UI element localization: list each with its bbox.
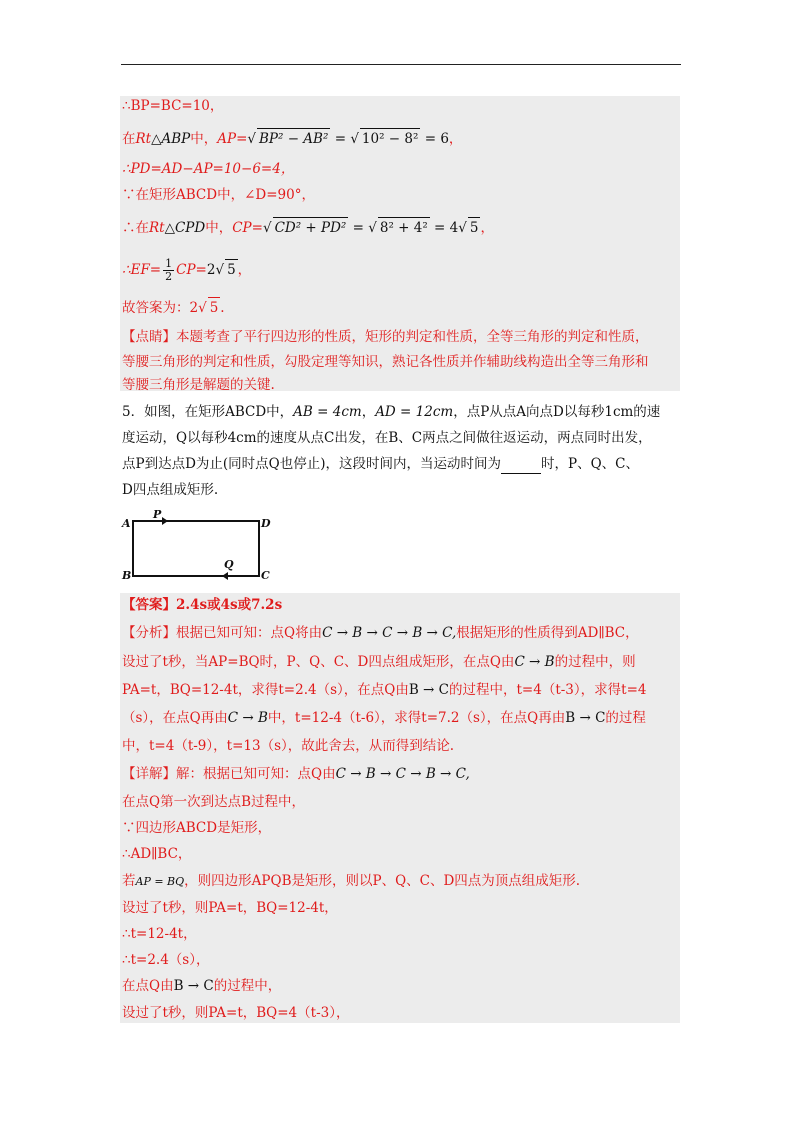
label-q: Q (224, 558, 234, 571)
detail-line-5: 若AP = BQ，则四边形APQB是矩形，则以P、Q、C、D四点为顶点组成矩形. (122, 873, 581, 889)
answer-line: 【答案】2.4s或4s或7.2s (122, 597, 283, 613)
label-d: D (261, 517, 271, 530)
detail-line-3: ∵四边形ABCD是矩形， (122, 820, 272, 836)
detail-line-10: 设过了t秒，则PA=t，BQ=4（t-3）， (122, 1005, 350, 1021)
detail-line-4: ∴AD∥BC， (122, 846, 192, 862)
label-a: A (122, 517, 131, 530)
problem-line-1: 5．如图，在矩形ABCD中，AB = 4cm，AD = 12cm，点P从点A向点D以每秒1cm的速 (122, 404, 661, 420)
sol-line-8: 【点睛】本题考查了平行四边形的性质，矩形的判定和性质，全等三角形的判定和性质， (122, 329, 649, 345)
problem-line-3: 点P到达点D为止(同时点Q也停止)，这段时间内，当运动时间为 时，P、Q、C、 (122, 456, 639, 472)
sol-line-9: 等腰三角形的判定和性质，勾股定理等知识，熟记各性质并作辅助线构造出全等三角形和 (122, 354, 649, 370)
analysis-line-4: （s），在点Q再由C → B中，t=12-4（t-6），求得t=7.2（s），在点Q再由B → C的过程 (122, 710, 646, 726)
sol-line-2: 在Rt△ABP中，AP=√ BP² − AB² = √ 10² − 8² = 6， (122, 128, 462, 149)
sol-line-7: 故答案为：2√ 5 . (122, 297, 225, 318)
rectangle-abcd (133, 521, 259, 576)
problem-line-4: D四点组成矩形. (122, 482, 219, 498)
point-p-arrow (162, 517, 168, 525)
problem-line-2: 度运动，Q以每秒4cm的速度从点C出发，在B、C两点之间做往返运动，两点同时出发， (122, 430, 652, 446)
detail-line-9: 在点Q由B → C的过程中， (122, 978, 282, 994)
sol-line-3: ∴PD=AD−AP=10−6=4， (122, 161, 295, 177)
sol-line-1: ∴BP=BC=10， (122, 98, 224, 114)
sol-line-5: ∴在Rt△CPD中，CP=√ CD² + PD² = √ 8² + 4² = 4√ 5 ， (122, 217, 494, 238)
answer-blank (501, 459, 541, 474)
label-p: P (153, 508, 162, 521)
label-b: B (122, 569, 132, 582)
detail-line-6: 设过了t秒，则PA=t，BQ=12-4t， (122, 900, 338, 916)
sol-line-4: ∵在矩形ABCD中，∠D=90°， (122, 187, 315, 203)
analysis-line-5: 中，t=4（t-9），t=13（s），故此舍去，从而得到结论. (122, 738, 455, 754)
label-c: C (261, 569, 270, 582)
analysis-line-3: PA=t，BQ=12-4t，求得t=2.4（s），在点Q由B → C的过程中，t=4（t-3），求得t=4 (122, 682, 647, 698)
detail-line-7: ∴t=12-4t， (122, 926, 197, 942)
rectangle-figure (118, 506, 278, 586)
detail-line-2: 在点Q第一次到达点B过程中， (122, 794, 305, 810)
detail-line-1: 【详解】解：根据已知可知：点Q由C → B → C → B → C, (122, 766, 470, 782)
detail-line-8: ∴t=2.4（s）， (122, 952, 210, 968)
point-q-arrow (222, 572, 228, 580)
analysis-line-2: 设过了t秒，当AP=BQ时，P、Q、C、D四点组成矩形，在点Q由C → B的过程中，则 (122, 654, 636, 670)
header-rule (121, 64, 681, 65)
sol-line-10: 等腰三角形是解题的关键. (122, 377, 275, 393)
sol-line-6: ∴EF= $\frac{1}{2}$ CP=2√ 5 ， (122, 257, 252, 283)
analysis-line-1: 【分析】根据已知可知：点Q将由C → B → C → B → C,根据矩形的性质得到AD∥BC， (122, 625, 639, 641)
